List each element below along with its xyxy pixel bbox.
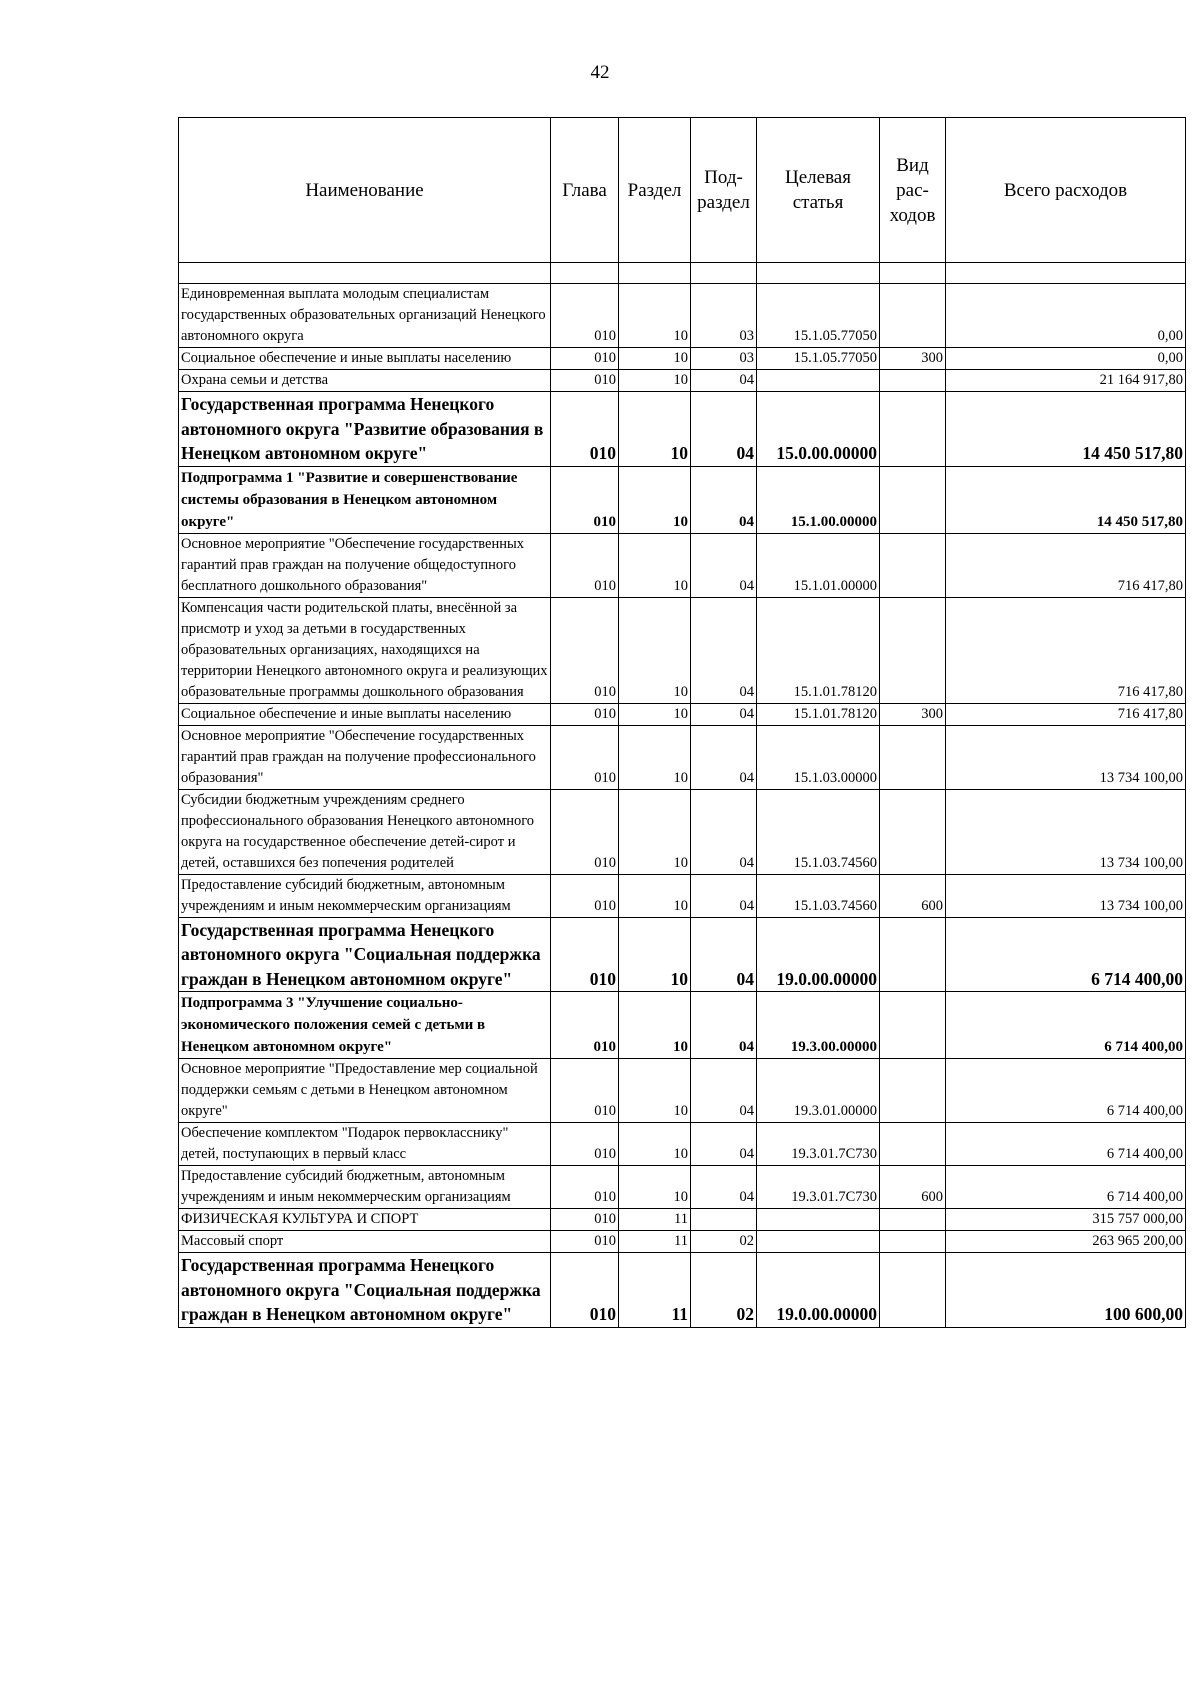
- header-vid: Вид рас-ходов: [880, 118, 946, 263]
- cell-podrazdel: 04: [691, 703, 757, 725]
- cell-tselevaya: 19.3.00.00000: [757, 992, 880, 1059]
- cell-vid: 300: [880, 703, 946, 725]
- cell-razdel: 10: [619, 533, 691, 597]
- cell-summa: 13 734 100,00: [946, 789, 1186, 874]
- cell-summa: 716 417,80: [946, 597, 1186, 703]
- cell-vid: [880, 725, 946, 789]
- cell-glava: 010: [551, 392, 619, 467]
- cell-summa: 6 714 400,00: [946, 992, 1186, 1059]
- cell-razdel: 10: [619, 1166, 691, 1209]
- cell-glava: 010: [551, 1166, 619, 1209]
- cell-summa: 21 164 917,80: [946, 370, 1186, 392]
- cell-summa: 6 714 400,00: [946, 917, 1186, 992]
- cell-vid: [880, 284, 946, 348]
- cell-tselevaya: 15.1.03.74560: [757, 874, 880, 917]
- table-row: [179, 1253, 1186, 1328]
- cell-razdel: 11: [619, 1253, 691, 1328]
- cell-name: ФИЗИЧЕСКАЯ КУЛЬТУРА И СПОРТ: [179, 1209, 551, 1231]
- table-row: [179, 284, 1186, 348]
- cell-podrazdel: 04: [691, 874, 757, 917]
- cell-razdel: 10: [619, 1123, 691, 1166]
- cell-name: Компенсация части родительской платы, внесённой за присмотр и уход за детьми в государственных образовательных организациях, находящихся на территории Ненецкого автономного округа и реализующих образовательные программы дошкольного образования: [179, 597, 551, 703]
- cell-razdel: 10: [619, 392, 691, 467]
- table-row: [179, 466, 1186, 533]
- cell-podrazdel: 04: [691, 1166, 757, 1209]
- table-row: [179, 789, 1186, 874]
- cell-name: Социальное обеспечение и иные выплаты населению: [179, 703, 551, 725]
- cell-tselevaya: 19.0.00.00000: [757, 917, 880, 992]
- cell-tselevaya: 15.1.01.00000: [757, 533, 880, 597]
- table-row: [179, 348, 1186, 370]
- cell-tselevaya: 19.3.01.7С730: [757, 1166, 880, 1209]
- cell-vid: 600: [880, 874, 946, 917]
- cell-vid: [880, 392, 946, 467]
- table-row: [179, 1166, 1186, 1209]
- cell-vid: [880, 789, 946, 874]
- cell-glava: 010: [551, 789, 619, 874]
- cell-podrazdel: 03: [691, 284, 757, 348]
- cell-summa: 6 714 400,00: [946, 1123, 1186, 1166]
- cell-razdel: 10: [619, 348, 691, 370]
- cell-name: Государственная программа Ненецкого автономного округа "Социальная поддержка граждан в Ненецком автономном округе": [179, 917, 551, 992]
- cell-name: Основное мероприятие "Обеспечение государственных гарантий прав граждан на получение профессионального образования": [179, 725, 551, 789]
- cell-vid: [880, 370, 946, 392]
- cell-name: Предоставление субсидий бюджетным, автономным учреждениям и иным некоммерческим организациям: [179, 1166, 551, 1209]
- cell-tselevaya: 19.3.01.00000: [757, 1059, 880, 1123]
- cell-glava: 010: [551, 370, 619, 392]
- cell-razdel: 10: [619, 917, 691, 992]
- cell-vid: [880, 533, 946, 597]
- cell-vid: 600: [880, 1166, 946, 1209]
- cell-summa: 14 450 517,80: [946, 392, 1186, 467]
- cell-razdel: 10: [619, 1059, 691, 1123]
- cell-name: Массовый спорт: [179, 1231, 551, 1253]
- cell-summa: 13 734 100,00: [946, 725, 1186, 789]
- cell-tselevaya: 15.1.03.74560: [757, 789, 880, 874]
- cell-glava: 010: [551, 725, 619, 789]
- cell-razdel: 10: [619, 874, 691, 917]
- cell-vid: [880, 1059, 946, 1123]
- cell-summa: 13 734 100,00: [946, 874, 1186, 917]
- cell-glava: 010: [551, 284, 619, 348]
- header-gap-row: [179, 263, 1186, 284]
- table-row: [179, 725, 1186, 789]
- cell-name: Подпрограмма 3 "Улучшение социально-экономического положения семей с детьми в Ненецком автономном округе": [179, 992, 551, 1059]
- table-row: [179, 1059, 1186, 1123]
- cell-podrazdel: 02: [691, 1253, 757, 1328]
- cell-vid: [880, 1253, 946, 1328]
- cell-vid: [880, 1209, 946, 1231]
- cell-tselevaya: 19.3.01.7С730: [757, 1123, 880, 1166]
- cell-tselevaya: 15.1.01.78120: [757, 597, 880, 703]
- budget-table: [178, 117, 1186, 1328]
- cell-podrazdel: 04: [691, 392, 757, 467]
- table-row: [179, 874, 1186, 917]
- cell-razdel: 11: [619, 1209, 691, 1231]
- cell-tselevaya: 15.1.01.78120: [757, 703, 880, 725]
- table-row: [179, 1231, 1186, 1253]
- table-row: [179, 392, 1186, 467]
- table-row: [179, 597, 1186, 703]
- header-name: Наименование: [179, 118, 551, 263]
- table-row: [179, 1209, 1186, 1231]
- table-row: [179, 703, 1186, 725]
- header-tselevaya: Целевая статья: [757, 118, 880, 263]
- cell-glava: 010: [551, 1209, 619, 1231]
- cell-podrazdel: 04: [691, 533, 757, 597]
- cell-name: Основное мероприятие "Предоставление мер социальной поддержки семьям с детьми в Ненецком автономном округе": [179, 1059, 551, 1123]
- cell-podrazdel: 04: [691, 789, 757, 874]
- cell-tselevaya: [757, 370, 880, 392]
- cell-name: Государственная программа Ненецкого автономного округа "Социальная поддержка граждан в Ненецком автономном округе": [179, 1253, 551, 1328]
- cell-glava: 010: [551, 1231, 619, 1253]
- cell-name: Охрана семьи и детства: [179, 370, 551, 392]
- cell-podrazdel: 04: [691, 597, 757, 703]
- cell-podrazdel: 02: [691, 1231, 757, 1253]
- table-header-row: [179, 118, 1186, 263]
- cell-name: Субсидии бюджетным учреждениям среднего профессионального образования Ненецкого автономного округа на государственное обеспечение детей-сирот и детей, оставшихся без попечения родителей: [179, 789, 551, 874]
- cell-summa: 263 965 200,00: [946, 1231, 1186, 1253]
- cell-razdel: 10: [619, 703, 691, 725]
- cell-name: Предоставление субсидий бюджетным, автономным учреждениям и иным некоммерческим организациям: [179, 874, 551, 917]
- cell-name: Основное мероприятие "Обеспечение государственных гарантий прав граждан на получение общедоступного бесплатного дошкольного образования": [179, 533, 551, 597]
- cell-podrazdel: 04: [691, 917, 757, 992]
- cell-podrazdel: 04: [691, 992, 757, 1059]
- cell-podrazdel: 04: [691, 725, 757, 789]
- header-podrazdel: Под-раздел: [691, 118, 757, 263]
- cell-glava: 010: [551, 1253, 619, 1328]
- cell-summa: 14 450 517,80: [946, 466, 1186, 533]
- cell-tselevaya: 15.1.05.77050: [757, 348, 880, 370]
- cell-razdel: 10: [619, 466, 691, 533]
- cell-glava: 010: [551, 1059, 619, 1123]
- cell-podrazdel: 04: [691, 370, 757, 392]
- cell-name: Социальное обеспечение и иные выплаты населению: [179, 348, 551, 370]
- cell-razdel: 10: [619, 725, 691, 789]
- table-row: [179, 917, 1186, 992]
- cell-summa: 6 714 400,00: [946, 1059, 1186, 1123]
- cell-summa: 0,00: [946, 284, 1186, 348]
- cell-vid: [880, 992, 946, 1059]
- cell-razdel: 10: [619, 992, 691, 1059]
- cell-razdel: 10: [619, 597, 691, 703]
- cell-tselevaya: 15.0.00.00000: [757, 392, 880, 467]
- cell-podrazdel: 04: [691, 1059, 757, 1123]
- cell-glava: 010: [551, 703, 619, 725]
- header-razdel: Раздел: [619, 118, 691, 263]
- table-row: [179, 1123, 1186, 1166]
- cell-glava: 010: [551, 348, 619, 370]
- cell-podrazdel: 03: [691, 348, 757, 370]
- cell-glava: 010: [551, 992, 619, 1059]
- cell-tselevaya: 15.1.03.00000: [757, 725, 880, 789]
- cell-tselevaya: [757, 1209, 880, 1231]
- cell-vid: [880, 1123, 946, 1166]
- cell-podrazdel: [691, 1209, 757, 1231]
- table-row: [179, 992, 1186, 1059]
- header-glava: Глава: [551, 118, 619, 263]
- cell-vid: [880, 917, 946, 992]
- cell-summa: 6 714 400,00: [946, 1166, 1186, 1209]
- cell-vid: [880, 1231, 946, 1253]
- cell-vid: 300: [880, 348, 946, 370]
- header-vsego: Всего расходов: [946, 118, 1186, 263]
- cell-name: Единовременная выплата молодым специалистам государственных образовательных организаций Ненецкого автономного округа: [179, 284, 551, 348]
- cell-name: Обеспечение комплектом "Подарок первокласснику" детей, поступающих в первый класс: [179, 1123, 551, 1166]
- cell-glava: 010: [551, 533, 619, 597]
- table-row: [179, 370, 1186, 392]
- cell-podrazdel: 04: [691, 1123, 757, 1166]
- cell-summa: 716 417,80: [946, 703, 1186, 725]
- table-row: [179, 533, 1186, 597]
- cell-razdel: 10: [619, 789, 691, 874]
- cell-tselevaya: 15.1.00.00000: [757, 466, 880, 533]
- cell-razdel: 11: [619, 1231, 691, 1253]
- cell-summa: 0,00: [946, 348, 1186, 370]
- cell-tselevaya: 15.1.05.77050: [757, 284, 880, 348]
- cell-glava: 010: [551, 597, 619, 703]
- cell-vid: [880, 466, 946, 533]
- cell-glava: 010: [551, 1123, 619, 1166]
- cell-razdel: 10: [619, 284, 691, 348]
- cell-summa: 716 417,80: [946, 533, 1186, 597]
- cell-name: Государственная программа Ненецкого автономного округа "Развитие образования в Ненецком автономном округе": [179, 392, 551, 467]
- cell-tselevaya: [757, 1231, 880, 1253]
- cell-glava: 010: [551, 466, 619, 533]
- cell-summa: 315 757 000,00: [946, 1209, 1186, 1231]
- cell-glava: 010: [551, 874, 619, 917]
- cell-vid: [880, 597, 946, 703]
- cell-glava: 010: [551, 917, 619, 992]
- cell-podrazdel: 04: [691, 466, 757, 533]
- cell-summa: 100 600,00: [946, 1253, 1186, 1328]
- cell-razdel: 10: [619, 370, 691, 392]
- cell-tselevaya: 19.0.00.00000: [757, 1253, 880, 1328]
- cell-name: Подпрограмма 1 "Развитие и совершенствование системы образования в Ненецком автономном округе": [179, 466, 551, 533]
- page-number: 42: [590, 62, 610, 83]
